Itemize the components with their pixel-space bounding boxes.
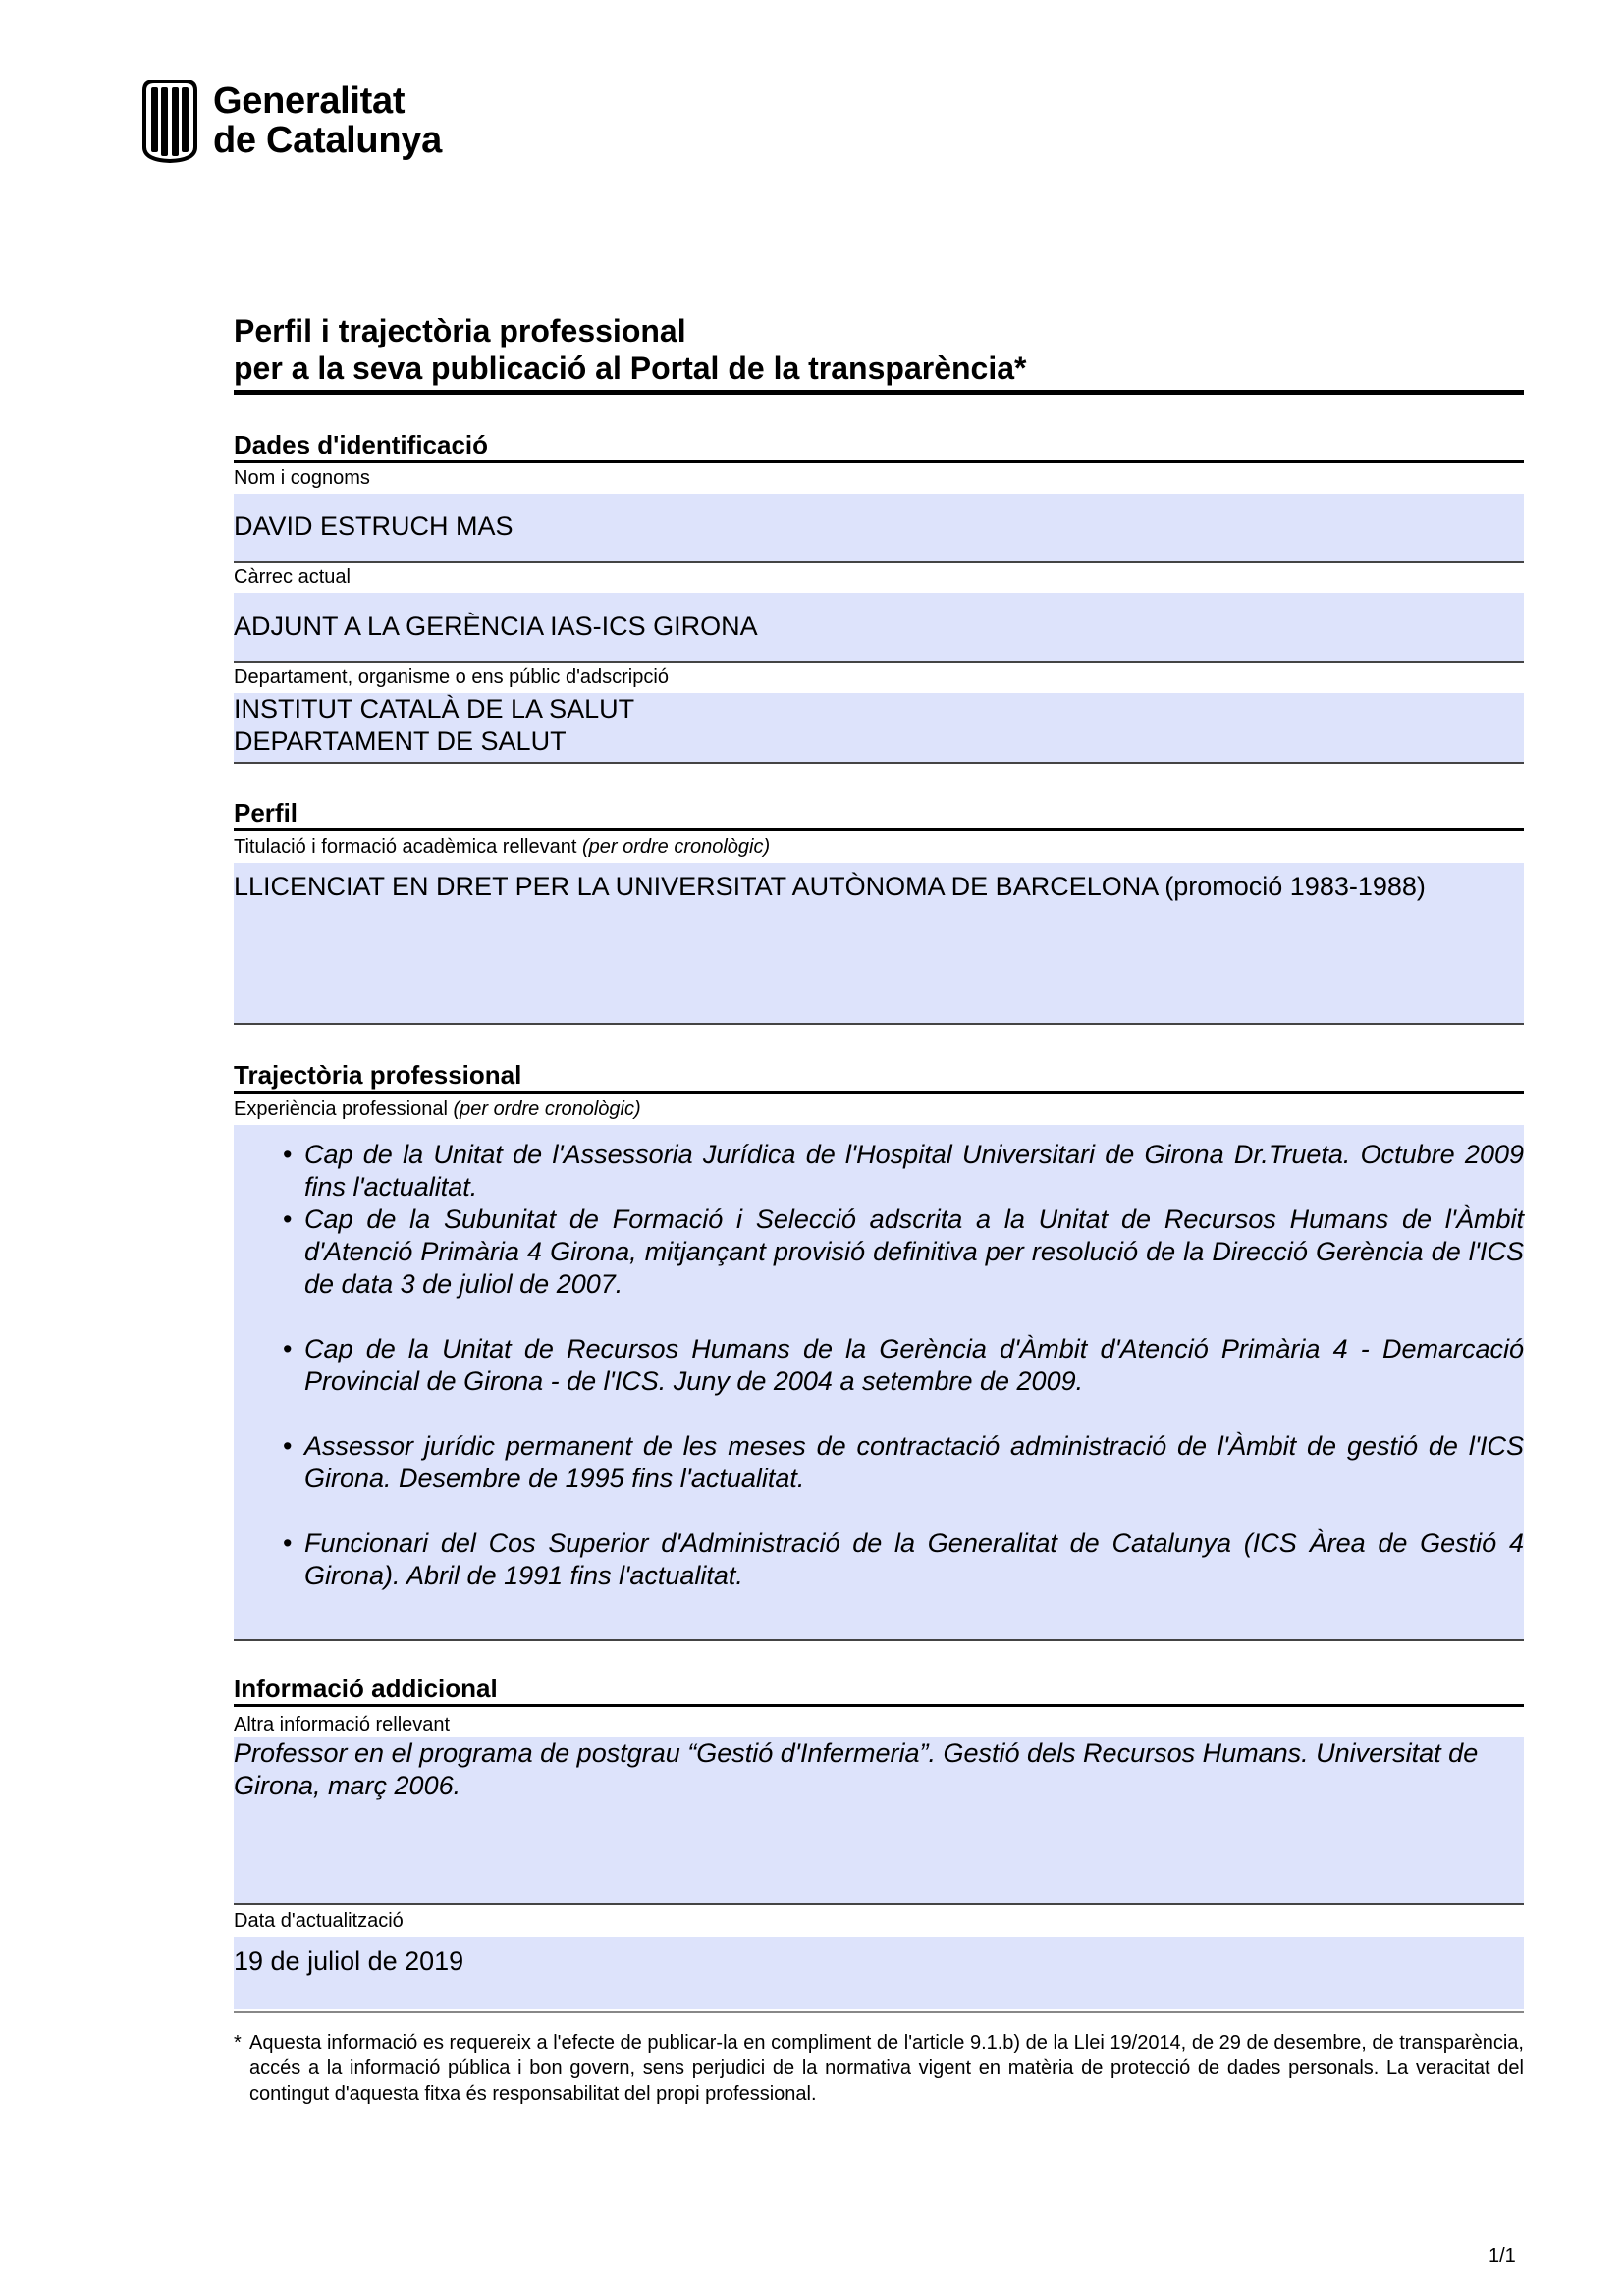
position-field <box>234 593 1524 663</box>
education-label-note: (per ordre cronològic) <box>581 836 771 858</box>
bullet-icon: • <box>283 1140 293 1169</box>
experience-label-note: (per ordre cronològic) <box>453 1098 641 1120</box>
update-date-label: Data d'actualització <box>234 1910 404 1932</box>
logo-line-1: Generalitat <box>213 80 406 122</box>
bullet-icon: • <box>283 1431 293 1461</box>
experience-item <box>234 1527 1524 1592</box>
name-value: DAVID ESTRUCH MAS <box>234 511 514 541</box>
logo-line-2: de Catalunya <box>213 120 442 161</box>
additional-label: Altra informació rellevant <box>234 1714 451 1735</box>
department-line-1: INSTITUT CATALÀ DE LA SALUT <box>234 694 635 723</box>
department-field <box>234 693 1524 764</box>
section-heading-profile: Perfil <box>234 798 1524 831</box>
experience-item <box>234 1203 1524 1301</box>
department-line-2: DEPARTAMENT DE SALUT <box>234 726 567 756</box>
update-date-divider <box>234 2011 1524 2013</box>
experience-item-text: Cap de la Subunitat de Formació i Selecció adscrita a la Unitat de Recursos Humans de l'Àmbit d'Atenció Primària 4 Girona, mitjançant provisió definitiva per resolució de la Direcció Gerència de l'ICS de data 3 de juliol de 2007. <box>304 1204 1524 1299</box>
experience-item <box>234 1139 1524 1203</box>
footnote-marker: * <box>234 2032 242 2054</box>
additional-field <box>234 1737 1524 1905</box>
experience-item-text: Cap de la Unitat de Recursos Humans de la Gerència d'Àmbit d'Atenció Primària 4 - Demarcació Provincial de Girona - de l'ICS. Juny de 2004 a setembre de 2009. <box>304 1334 1524 1396</box>
section-heading-identification: Dades d'identificació <box>234 430 1524 463</box>
update-date-value: 19 de juliol de 2019 <box>234 1947 464 1976</box>
generalitat-logo <box>140 79 442 163</box>
position-value: ADJUNT A LA GERÈNCIA IAS-ICS GIRONA <box>234 612 758 641</box>
education-value: LLICENCIAT EN DRET PER LA UNIVERSITAT AUTÒNOMA DE BARCELONA (promoció 1983-1988) <box>234 872 1426 901</box>
name-label: Nom i cognoms <box>234 467 370 489</box>
title-line-1: Perfil i trajectòria professional <box>234 313 686 348</box>
position-label: Càrrec actual <box>234 566 351 588</box>
footnote <box>234 2030 1524 2107</box>
logo-wordmark <box>213 81 442 160</box>
page-title <box>234 312 1524 387</box>
experience-item <box>234 1430 1524 1495</box>
experience-item <box>234 1333 1524 1398</box>
experience-list <box>234 1125 1524 1592</box>
experience-item-text: Cap de la Unitat de l'Assessoria Jurídica de l'Hospital Universitari de Girona Dr.Trueta. Octubre 2009 fins l'actualitat. <box>304 1140 1524 1201</box>
education-field <box>234 863 1524 1025</box>
bullet-icon: • <box>283 1528 293 1558</box>
additional-value: Professor en el programa de postgrau “Gestió d'Infermeria”. Gestió dels Recursos Humans. Universitat de Girona, març 2006. <box>234 1738 1479 1800</box>
experience-item-text: Funcionari del Cos Superior d'Administració de la Generalitat de Catalunya (ICS Àrea de Gestió 4 Girona). Abril de 1991 fins l'actualitat. <box>304 1528 1524 1590</box>
page-number: 1/1 <box>1489 2245 1516 2267</box>
experience-item-text: Assessor jurídic permanent de les meses de contractació administració de l'Àmbit de gestió de l'ICS Girona. Desembre de 1995 fins l'actualitat. <box>304 1431 1524 1493</box>
footnote-text: Aquesta informació es requereix a l'efecte de publicar-la en compliment de l'article 9.1.b) de la Llei 19/2014, de 29 de desembre, de transparència, accés a la informació pública i bon govern, sens perjudici de la normativa vigent en matèria de protecció de dades personals. La veracitat del contingut d'aquesta fitxa és responsabilitat del propi professional. <box>249 2032 1524 2105</box>
section-heading-additional: Informació addicional <box>234 1674 1524 1707</box>
generalitat-emblem-icon <box>140 79 199 163</box>
bullet-icon: • <box>283 1334 293 1363</box>
update-date-field <box>234 1937 1524 2009</box>
title-divider <box>234 390 1524 395</box>
name-field <box>234 494 1524 563</box>
bullet-icon: • <box>283 1204 293 1234</box>
experience-field <box>234 1125 1524 1641</box>
department-label: Departament, organisme o ens públic d'adscripció <box>234 667 669 688</box>
education-label-text: Titulació i formació acadèmica rellevant <box>234 836 577 858</box>
experience-label <box>234 1097 1524 1121</box>
section-heading-career: Trajectòria professional <box>234 1060 1524 1094</box>
title-line-2: per a la seva publicació al Portal de la transparència* <box>234 350 1027 386</box>
education-label <box>234 835 1524 859</box>
experience-label-text: Experiència professional <box>234 1098 448 1120</box>
